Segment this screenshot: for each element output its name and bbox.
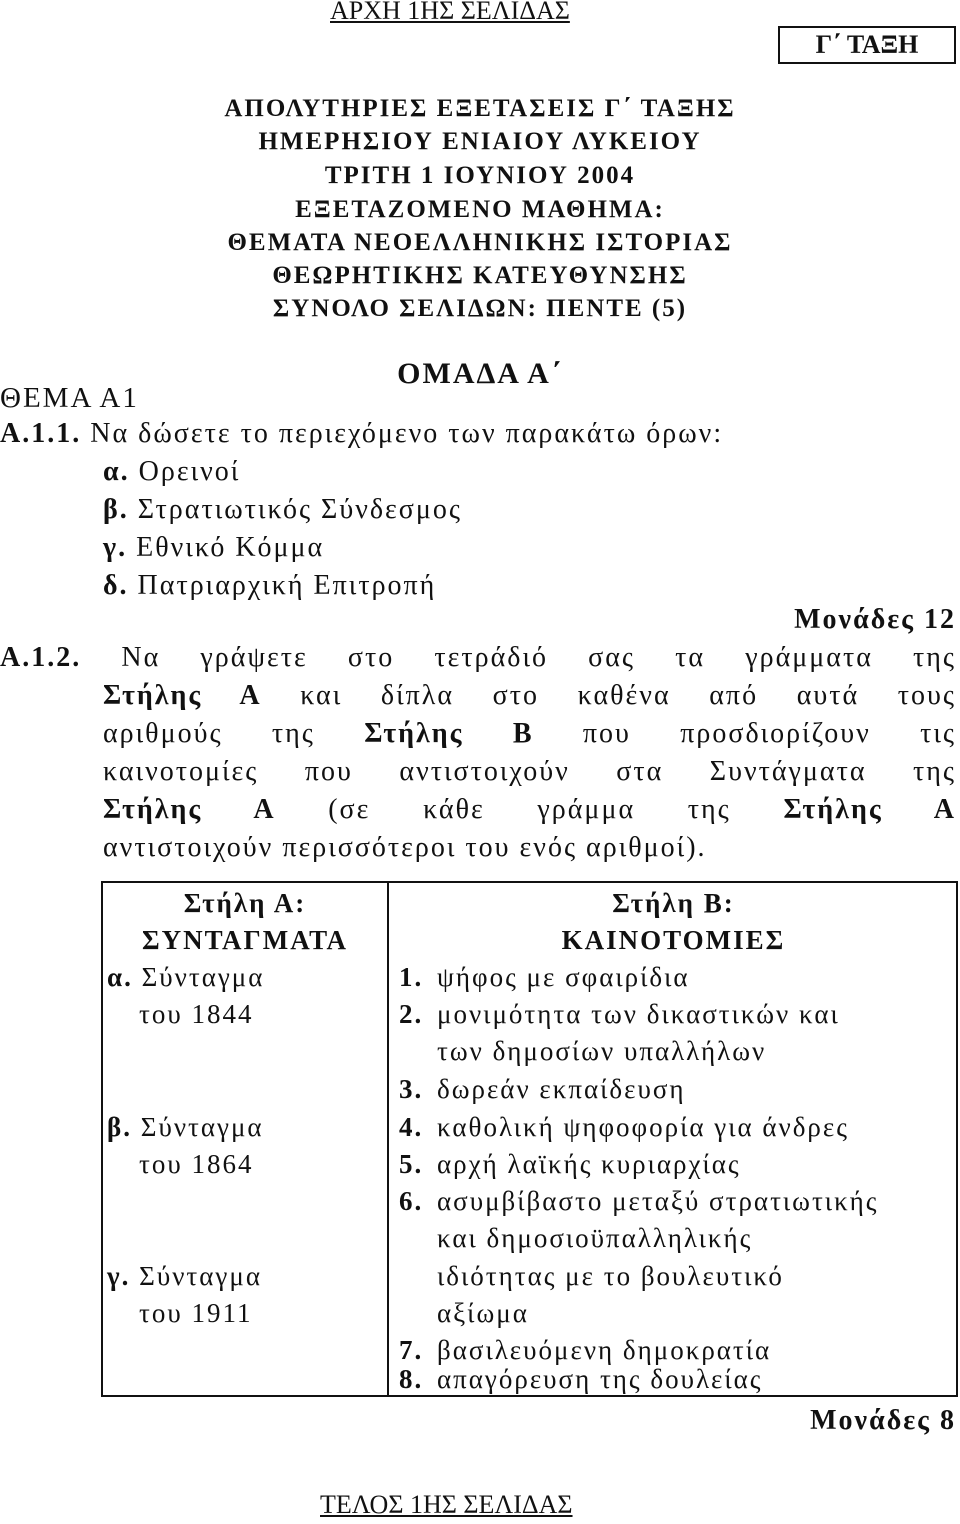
col-a-year: του 1911	[139, 1298, 253, 1328]
q2-number: Α.1.2.	[0, 642, 82, 673]
header-line-4: ΕΞΕΤΑΖΟΜΕΝΟ ΜΑΘΗΜΑ:	[295, 196, 665, 223]
class-label: Γ΄ ΤΑΞΗ	[778, 26, 956, 64]
header-line-5: ΘΕΜΑΤΑ ΝΕΟΕΛΛΗΝΙΚΗΣ ΙΣΤΟΡΙΑΣ	[227, 229, 733, 256]
q2-line-6: αντιστοιχούν περισσότεροι του ενός αριθμοί).	[103, 832, 707, 863]
col-b-num: 6.	[399, 1186, 424, 1216]
q1-item-d	[103, 570, 436, 602]
topic-title: ΘΕΜΑ Α1	[0, 382, 139, 414]
col-a-year: του 1844	[139, 999, 254, 1029]
col-a-letter: α.	[107, 962, 133, 992]
col-b-text: ψήφος με σφαιρίδια	[437, 962, 690, 992]
q1-item-letter: β.	[103, 494, 129, 525]
col-b-text: δωρεάν εκπαίδευση	[437, 1074, 686, 1104]
q2-text: Να γράψετε στο τετράδιό σας τα γράμματα της	[121, 642, 956, 673]
col-b-text: αρχή λαϊκής κυριαρχίας	[437, 1149, 741, 1179]
header-line-1: ΑΠΟΛΥΤΗΡΙΕΣ ΕΞΕΤΑΣΕΙΣ Γ΄ ΤΑΞΗΣ	[224, 95, 736, 122]
col-b-num: 8.	[399, 1364, 424, 1394]
q1-text: Να δώσετε το περιεχόμενο των παρακάτω όρων:	[90, 418, 724, 449]
col-b-num: 3.	[399, 1074, 424, 1104]
q2-text: και δίπλα στο καθένα από αυτά τους	[300, 680, 956, 711]
col-a-item	[107, 959, 264, 996]
q2-line-3	[103, 718, 956, 750]
col-a-text: Σύνταγμα	[139, 1261, 262, 1291]
q1-item-text: Πατριαρχική Επιτροπή	[137, 570, 437, 601]
q1-number: Α.1.1.	[0, 418, 82, 449]
col-a-header-1: Στήλη Α:	[183, 888, 307, 918]
q1-item-letter: δ.	[103, 570, 129, 601]
q1-item-text: Εθνικό Κόμμα	[136, 532, 325, 563]
q2-line-5	[103, 794, 956, 826]
q1-item-c	[103, 532, 324, 564]
col-b-text: αξίωμα	[437, 1298, 529, 1328]
col-a-item	[107, 1258, 262, 1295]
col-a-header-2: ΣΥΝΤΑΓΜΑΤΑ	[142, 925, 348, 955]
col-b-num: 5.	[399, 1149, 424, 1179]
col-b-text: βασιλευόμενη δημοκρατία	[437, 1335, 772, 1365]
q1-item-text: Ορεινοί	[138, 456, 241, 487]
q2-marks: Μονάδες 8	[810, 1405, 956, 1436]
q2-line-2	[103, 680, 956, 712]
table-divider	[387, 883, 389, 1395]
col-b-text: των δημοσίων υπαλλήλων	[437, 1036, 767, 1066]
col-b-text: ιδιότητας με το βουλευτικό	[437, 1261, 784, 1291]
q1-line	[0, 418, 723, 450]
col-a-item	[107, 1109, 264, 1146]
header-line-3: ΤΡΙΤΗ 1 ΙΟΥΝΙΟΥ 2004	[324, 162, 636, 189]
col-a-year: του 1864	[139, 1149, 254, 1179]
group-title: ΟΜΑΔΑ Α΄	[397, 357, 563, 390]
col-b-text: ασυμβίβαστο μεταξύ στρατιωτικής	[437, 1186, 879, 1216]
q1-item-letter: α.	[103, 456, 130, 487]
col-b-num: 2.	[399, 999, 424, 1029]
col-b-num: 7.	[399, 1335, 424, 1365]
matching-table	[101, 881, 958, 1397]
q2-line-4: καινοτομίες που αντιστοιχούν στα Συντάγματα της	[103, 756, 956, 787]
q1-item-a	[103, 456, 240, 488]
q2-bold-term: Στήλης Β	[364, 718, 534, 749]
header-line-7: ΣΥΝΟΛΟ ΣΕΛΙΔΩΝ: ΠΕΝΤΕ (5)	[272, 295, 688, 322]
col-b-header-1: Στήλη Β:	[612, 888, 735, 918]
col-a-letter: γ.	[107, 1261, 131, 1291]
col-b-text: καθολική ψηφοφορία για άνδρες	[437, 1112, 849, 1142]
col-b-text: μονιμότητα των δικαστικών και	[437, 999, 840, 1029]
col-b-num: 4.	[399, 1112, 424, 1142]
header-line-2: ΗΜΕΡΗΣΙΟΥ ΕΝΙΑΙΟΥ ΛΥΚΕΙΟΥ	[258, 128, 702, 155]
q2-bold-term: Στήλης Α	[103, 680, 262, 711]
q1-item-b	[103, 494, 462, 526]
q2-bold-term: Στήλης Α	[783, 794, 957, 825]
col-b-text: και δημοσιοϋπαλληλικής	[437, 1223, 753, 1253]
q2-text: αριθμούς της	[103, 718, 315, 749]
col-a-letter: β.	[107, 1112, 132, 1142]
col-a-text: Σύνταγμα	[140, 1112, 264, 1142]
page-top-label: ΑΡΧΗ 1ΗΣ ΣΕΛΙΔΑΣ	[330, 0, 570, 25]
q1-item-text: Στρατιωτικός Σύνδεσμος	[137, 494, 462, 525]
q2-text: (σε κάθε γράμμα της	[328, 794, 731, 825]
q1-marks: Μονάδες 12	[794, 604, 956, 635]
q1-item-letter: γ.	[103, 532, 128, 563]
col-a-text: Σύνταγμα	[141, 962, 265, 992]
q2-bold-term: Στήλης Α	[103, 794, 276, 825]
col-b-text: απαγόρευση της δουλείας	[437, 1364, 763, 1394]
q2-text: που προσδιορίζουν τις	[582, 718, 956, 749]
page-bottom-label: ΤΕΛΟΣ 1ΗΣ ΣΕΛΙΔΑΣ	[320, 1490, 573, 1519]
col-b-num: 1.	[399, 962, 424, 992]
col-b-header-2: ΚΑΙΝΟΤΟΜΙΕΣ	[561, 925, 786, 955]
header-line-6: ΘΕΩΡΗΤΙΚΗΣ ΚΑΤΕΥΘΥΝΣΗΣ	[272, 262, 688, 289]
q2-line-1	[0, 642, 956, 674]
